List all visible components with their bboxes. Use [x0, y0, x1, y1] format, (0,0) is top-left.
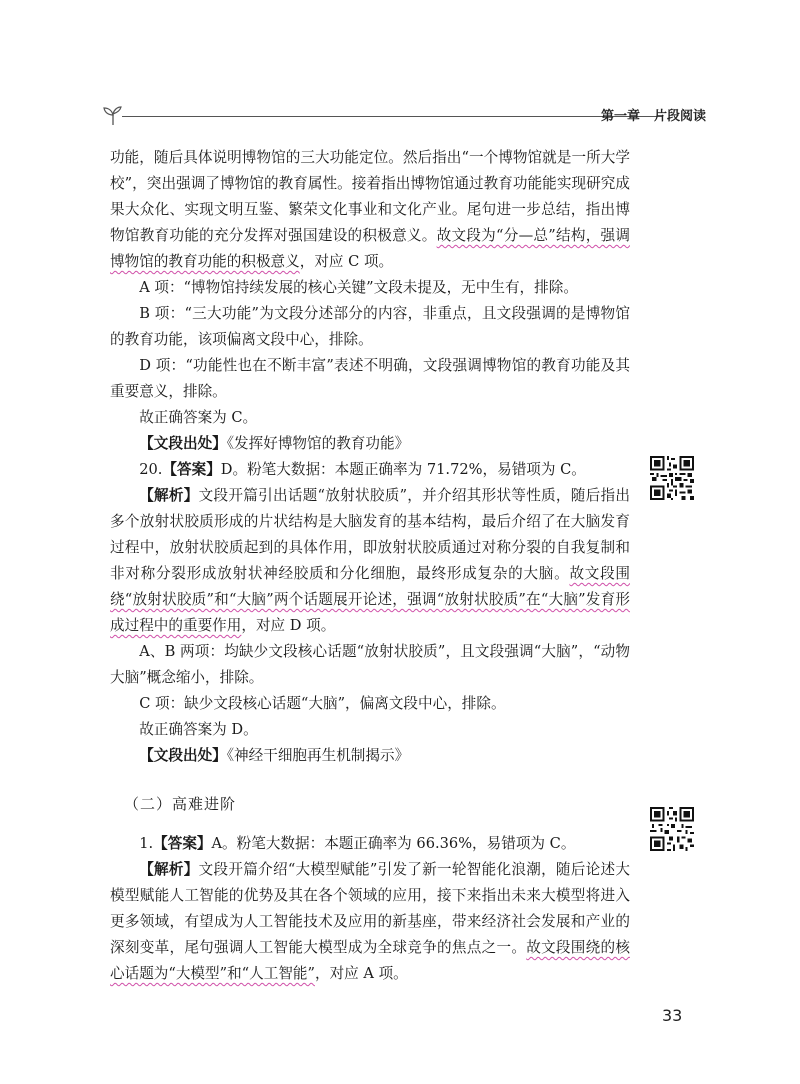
question-20-analysis: 【解析】文段开篇引出话题“放射状胶质”，并介绍其形状等性质，随后指出多个放射状胶质形成的片状结构是大脑发育的基本结构，最后介绍了在大脑发育过程中，放射状胶质起到的具体作用，即放射状胶质通过对称分裂的自我复制和非对称分裂形成放射状神经胶质和分化细胞，最终形成复杂的大脑。故文段围绕“放射状胶质”和“大脑”两个话题展开论述，强调“放射状胶质”在“大脑”发育形成过程中的重要作用，对应 D 项。 — [110, 487, 630, 634]
key-sentence: 故文段围绕的核心话题为“大模型”和“人工智能” — [110, 939, 630, 982]
source: 【文段出处】《发挥好博物馆的教育功能》 — [139, 435, 410, 452]
question-1-answer: 1.【答案】A。粉笔大数据：本题正确率为 66.36%，易错项为 C。 — [139, 835, 576, 852]
section-label: 片段阅读 — [653, 109, 706, 124]
key-sentence: 故文段围绕“放射状胶质”和“大脑”两个话题展开论述，强调“放射状胶质”在“大脑”发育形成过程中的重要作用 — [110, 565, 630, 634]
option-ab: A、B 两项：均缺少文段核心话题“放射状胶质”，且文段强调“大脑”，“动物大脑”概念缩小，排除。 — [110, 643, 630, 686]
section-heading: （二）高难进阶 — [124, 795, 237, 813]
option-d: D 项：“功能性也在不断丰富”表述不明确，文段强调博物馆的教育功能及其重要意义，排除。 — [110, 357, 630, 400]
paragraph: 功能，随后具体说明博物馆的三大功能定位。然后指出“一个博物馆就是一所大学校”，突出强调了博物馆的教育属性。接着指出博物馆通过教育功能能实现研究成果大众化、实现文明互鉴、繁荣文化事业和文化产业。尾句进一步总结，指出博物馆教育功能的充分发挥对强国建设的积极意义。故文段为“分—总”结构，强调博物馆的教育功能的积极意义，对应 C 项。 — [110, 149, 630, 270]
question-1-analysis: 【解析】文段开篇介绍“大模型赋能”引发了新一轮智能化浪潮，随后论述大模型赋能人工智能的优势及其在各个领域的应用，接下来指出未来大模型将进入更多领域，有望成为人工智能技术及应用的新基座，带来经济社会发展和产业的深刻变革，尾句强调人工智能大模型成为全球竞争的焦点之一。故文段围绕的核心话题为“大模型”和“人工智能”，对应 A 项。 — [110, 861, 630, 982]
option-a: A 项：“博物馆持续发展的核心关键”文段未提及，无中生有，排除。 — [139, 279, 578, 296]
qr-code-icon[interactable] — [650, 807, 694, 851]
page-number: 33 — [662, 1006, 683, 1025]
source: 【文段出处】《神经干细胞再生机制揭示》 — [139, 747, 410, 764]
header-rule — [122, 116, 662, 117]
page-body — [110, 145, 630, 987]
running-header — [100, 101, 706, 131]
option-c: C 项：缺少文段核心话题“大脑”，偏离文段中心，排除。 — [139, 695, 506, 712]
option-b: B 项：“三大功能”为文段分述部分的内容，非重点，且文段强调的是博物馆的教育功能，该项偏离文段中心，排除。 — [110, 305, 630, 348]
key-sentence: 故文段为“分—总”结构，强调博物馆的教育功能的积极意义 — [110, 227, 630, 270]
chapter-title — [587, 105, 706, 124]
chapter-label: 第一章 — [600, 109, 640, 124]
conclusion: 故正确答案为 D。 — [139, 721, 258, 738]
conclusion: 故正确答案为 C。 — [139, 409, 258, 426]
qr-code-icon[interactable] — [650, 456, 694, 500]
question-20-answer: 20.【答案】D。粉笔大数据：本题正确率为 71.72%，易错项为 C。 — [139, 461, 586, 478]
